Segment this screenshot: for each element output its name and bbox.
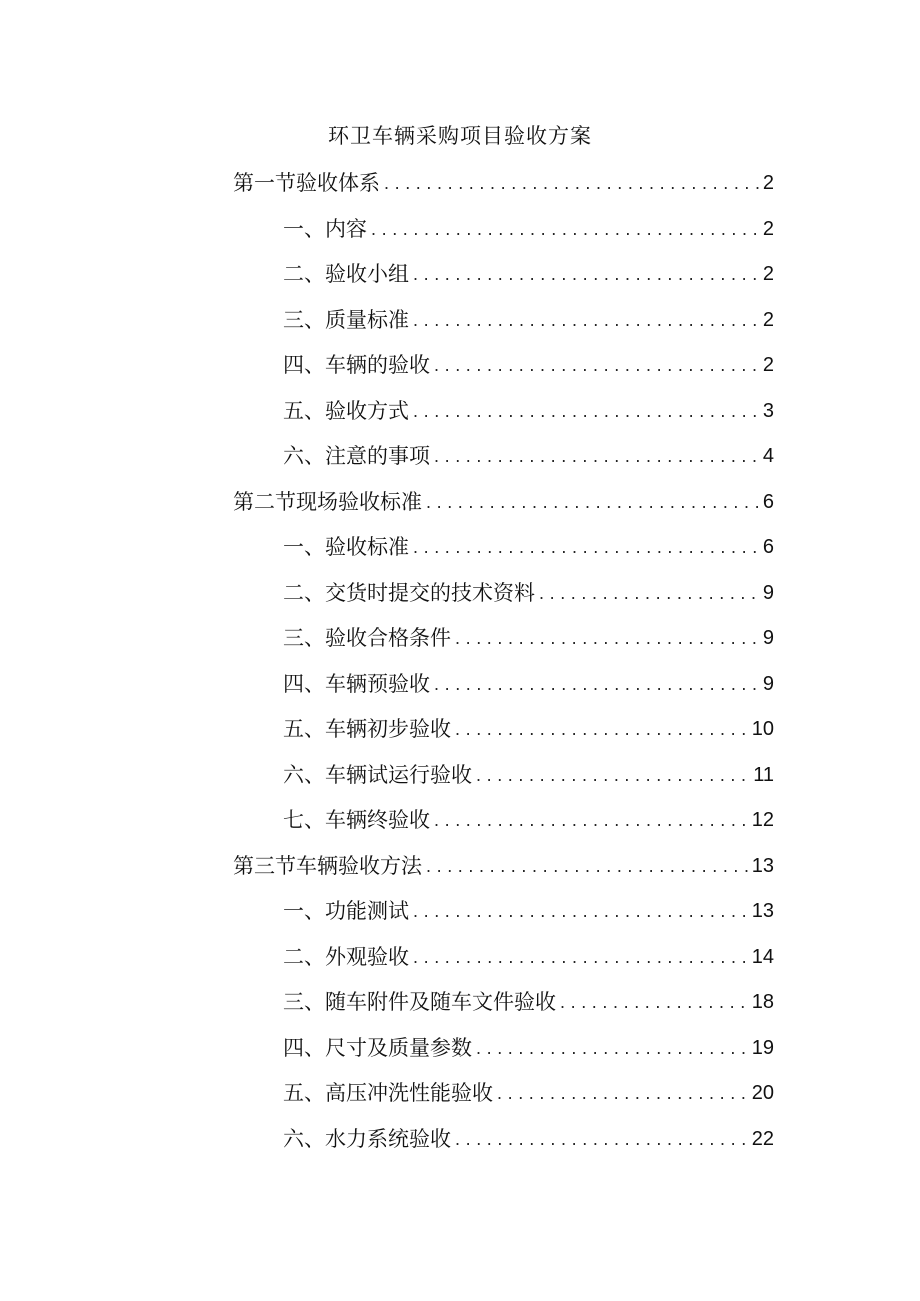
toc-subsection-entry[interactable] <box>283 303 774 337</box>
toc-subsection-entry[interactable] <box>283 576 774 610</box>
toc-section-entry[interactable] <box>233 849 774 883</box>
toc-subsection-entry[interactable] <box>283 530 774 564</box>
toc-dot-leader <box>434 667 759 701</box>
document-title: 环卫车辆采购项目验收方案 <box>328 124 592 148</box>
toc-subsection-entry[interactable] <box>283 758 774 792</box>
toc-page-number: 2 <box>762 172 774 194</box>
toc-page-number: 20 <box>751 1082 774 1104</box>
toc-entry-label: 六、注意的事项 <box>283 444 430 468</box>
toc-subsection-entry[interactable] <box>283 439 774 473</box>
toc-page-number: 9 <box>762 581 774 604</box>
toc-dot-leader <box>426 485 759 519</box>
toc-dot-leader <box>455 712 748 746</box>
toc-page-number: 2 <box>762 217 774 240</box>
toc-page-number: 13 <box>751 900 774 922</box>
toc-entry-label: 五、车辆初步验收 <box>283 717 451 741</box>
toc-page-number: 6 <box>762 490 774 513</box>
toc-subsection-entry[interactable] <box>283 803 774 837</box>
toc-entry-label: 一、内容 <box>283 216 367 241</box>
toc-subsection-entry[interactable] <box>283 348 774 382</box>
toc-dot-leader <box>413 894 748 928</box>
toc-entry-label: 一、验收标准 <box>283 535 409 559</box>
toc-section-entry[interactable] <box>233 485 774 519</box>
toc-dot-leader <box>539 576 759 610</box>
toc-dot-leader <box>476 758 749 792</box>
toc-page-number: 2 <box>762 263 774 285</box>
toc-dot-leader <box>497 1076 748 1110</box>
toc-dot-leader <box>476 1031 748 1065</box>
toc-entry-label: 三、随车附件及随车文件验收 <box>283 990 556 1014</box>
toc-dot-leader <box>455 621 759 655</box>
toc-page-number: 4 <box>762 445 774 467</box>
toc-subsection-entry[interactable] <box>283 985 774 1019</box>
toc-entry-label: 四、车辆的验收 <box>283 353 430 377</box>
toc-entry-label: 七、车辆终验收 <box>283 808 430 832</box>
toc-entry-label: 一、功能测试 <box>283 899 409 923</box>
toc-page-number: 14 <box>751 945 774 968</box>
toc-entry-label: 第二节现场验收标准 <box>233 489 422 514</box>
toc-entry-label: 五、验收方式 <box>283 398 409 423</box>
toc-page-number: 12 <box>751 809 774 831</box>
toc-page-number: 11 <box>753 763 774 786</box>
toc-page-number: 10 <box>751 718 774 740</box>
toc-dot-leader <box>560 985 748 1019</box>
toc-page-number: 3 <box>762 399 774 422</box>
toc-page-number: 22 <box>751 1127 774 1150</box>
toc-entry-label: 二、验收小组 <box>283 262 409 286</box>
toc-entry-label: 第一节验收体系 <box>233 171 380 195</box>
toc-dot-leader <box>371 212 759 246</box>
toc-page-number: 13 <box>751 854 774 877</box>
toc-section-entry[interactable] <box>233 166 774 200</box>
toc-entry-label: 四、尺寸及质量参数 <box>283 1035 472 1060</box>
toc-dot-leader <box>384 166 759 200</box>
toc-page-number: 18 <box>751 991 774 1013</box>
toc-dot-leader <box>413 940 748 974</box>
toc-entry-label: 六、水力系统验收 <box>283 1126 451 1151</box>
toc-entry-label: 第三节车辆验收方法 <box>233 853 422 878</box>
toc-subsection-entry[interactable] <box>283 712 774 746</box>
toc-dot-leader <box>413 530 759 564</box>
toc-page-number: 9 <box>762 627 774 649</box>
toc-dot-leader <box>455 1122 748 1156</box>
toc-subsection-entry[interactable] <box>283 940 774 974</box>
toc-subsection-entry[interactable] <box>283 1122 774 1156</box>
toc-subsection-entry[interactable] <box>283 1031 774 1065</box>
toc-page-number: 6 <box>762 536 774 558</box>
toc-page-number: 2 <box>762 354 774 376</box>
toc-entry-label: 四、车辆预验收 <box>283 671 430 696</box>
toc-subsection-entry[interactable] <box>283 621 774 655</box>
toc-dot-leader <box>434 803 748 837</box>
toc-dot-leader <box>413 394 759 428</box>
toc-entry-label: 二、交货时提交的技术资料 <box>283 580 535 605</box>
toc-entry-label: 三、质量标准 <box>283 307 409 332</box>
toc-subsection-entry[interactable] <box>283 257 774 291</box>
toc-subsection-entry[interactable] <box>283 667 774 701</box>
toc-subsection-entry[interactable] <box>283 894 774 928</box>
toc-dot-leader <box>426 849 748 883</box>
toc-page-number: 2 <box>762 308 774 331</box>
toc-page-number: 9 <box>762 672 774 695</box>
toc-entry-label: 五、高压冲洗性能验收 <box>283 1081 493 1105</box>
toc-entry-label: 二、外观验收 <box>283 944 409 969</box>
toc-dot-leader <box>434 348 759 382</box>
toc-dot-leader <box>413 257 759 291</box>
toc-entry-label: 六、车辆试运行验收 <box>283 762 472 787</box>
toc-dot-leader <box>434 439 759 473</box>
toc-page-number: 19 <box>751 1036 774 1059</box>
toc-dot-leader <box>413 303 759 337</box>
toc-subsection-entry[interactable] <box>283 394 774 428</box>
toc-subsection-entry[interactable] <box>283 212 774 246</box>
toc-subsection-entry[interactable] <box>283 1076 774 1110</box>
toc-entry-label: 三、验收合格条件 <box>283 626 451 650</box>
